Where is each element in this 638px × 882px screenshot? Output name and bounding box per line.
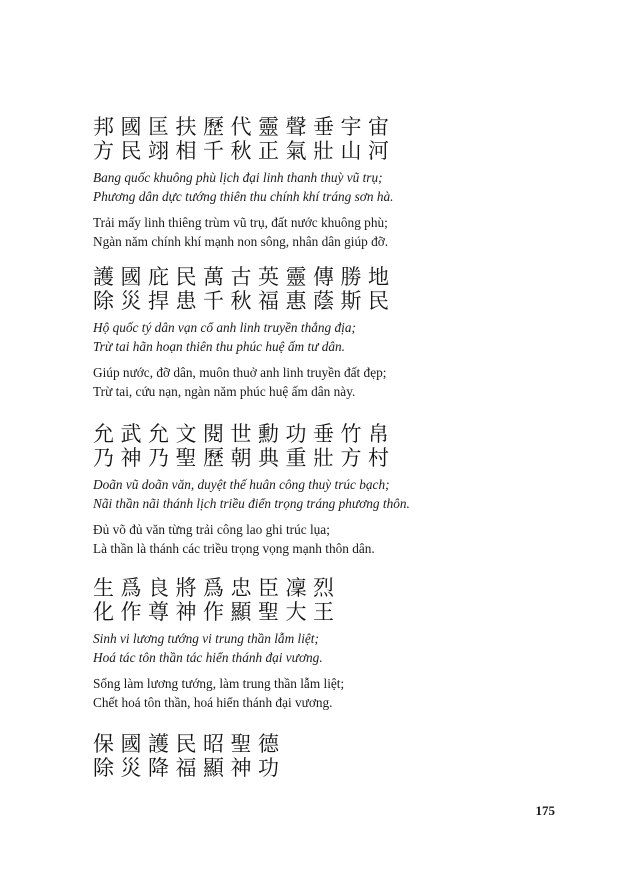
han-line: 化作尊神作顯聖大王 <box>93 600 341 624</box>
translation-line: Sống làm lương tướng, làm trung thần lẫm liệt; <box>93 676 345 691</box>
translation-line: Giúp nước, đỡ dân, muôn thuở anh linh truyền đất đẹp; <box>93 365 387 380</box>
transliteration-line: Phương dân dực tướng thiên thu chính khí tráng sơn hà. <box>93 189 394 204</box>
couplet-3 <box>93 422 553 558</box>
han-line: 保國護民昭聖德 <box>93 732 286 756</box>
transliteration-line: Hộ quốc tý dân vạn cổ anh linh truyền thắng địa; <box>93 320 356 335</box>
couplet-1 <box>93 115 553 251</box>
han-line: 方民翊相千秋正氣壯山河 <box>93 139 396 163</box>
couplet-4 <box>93 576 553 712</box>
transliteration-line: Doãn vũ doãn văn, duyệt thế huân công thuỳ trúc bạch; <box>93 477 390 492</box>
transliteration-line: Trừ tai hãn hoạn thiên thu phúc huệ ấm tư dân. <box>93 339 345 354</box>
translation-line: Chết hoá tôn thần, hoá hiển thánh đại vương. <box>93 695 333 710</box>
translation-line: Ngàn năm chính khí mạnh non sông, nhân dân giúp đỡ. <box>93 234 389 249</box>
han-line: 除災捍患千秋福惠蔭斯民 <box>93 289 396 313</box>
transliteration-line: Sinh vi lương tướng vi trung thần lẫm liệt; <box>93 631 319 646</box>
transliteration-line: Nãi thần nãi thánh lịch triều điển trọng tráng phương thôn. <box>93 496 410 511</box>
couplet-5 <box>93 732 553 780</box>
transliteration-line: Bang quốc khuông phù lịch đại linh thanh thuỳ vũ trụ; <box>93 170 383 185</box>
han-line: 邦國匡扶歷代靈聲垂宇宙 <box>93 115 396 139</box>
han-line: 乃神乃聖歷朝典重壯方村 <box>93 446 396 470</box>
han-line: 生爲良將爲忠臣凜烈 <box>93 576 341 600</box>
han-line: 允武允文閱世勳功垂竹帛 <box>93 422 396 446</box>
han-line: 護國庇民萬古英靈傳勝地 <box>93 265 396 289</box>
translation-line: Là thần là thánh các triều trọng vọng mạnh thôn dân. <box>93 541 375 556</box>
han-line: 除災降福顯神功 <box>93 756 286 780</box>
translation-line: Đủ võ đủ văn từng trải công lao ghi trúc lụa; <box>93 522 330 537</box>
transliteration-line: Hoá tác tôn thần tác hiển thánh đại vương. <box>93 650 323 665</box>
page-number: 175 <box>535 803 555 818</box>
couplet-2 <box>93 265 553 401</box>
translation-line: Trừ tai, cứu nạn, ngàn năm phúc huệ ấm dân này. <box>93 384 356 399</box>
translation-line: Trải mấy linh thiêng trùm vũ trụ, đất nước khuông phù; <box>93 215 388 230</box>
